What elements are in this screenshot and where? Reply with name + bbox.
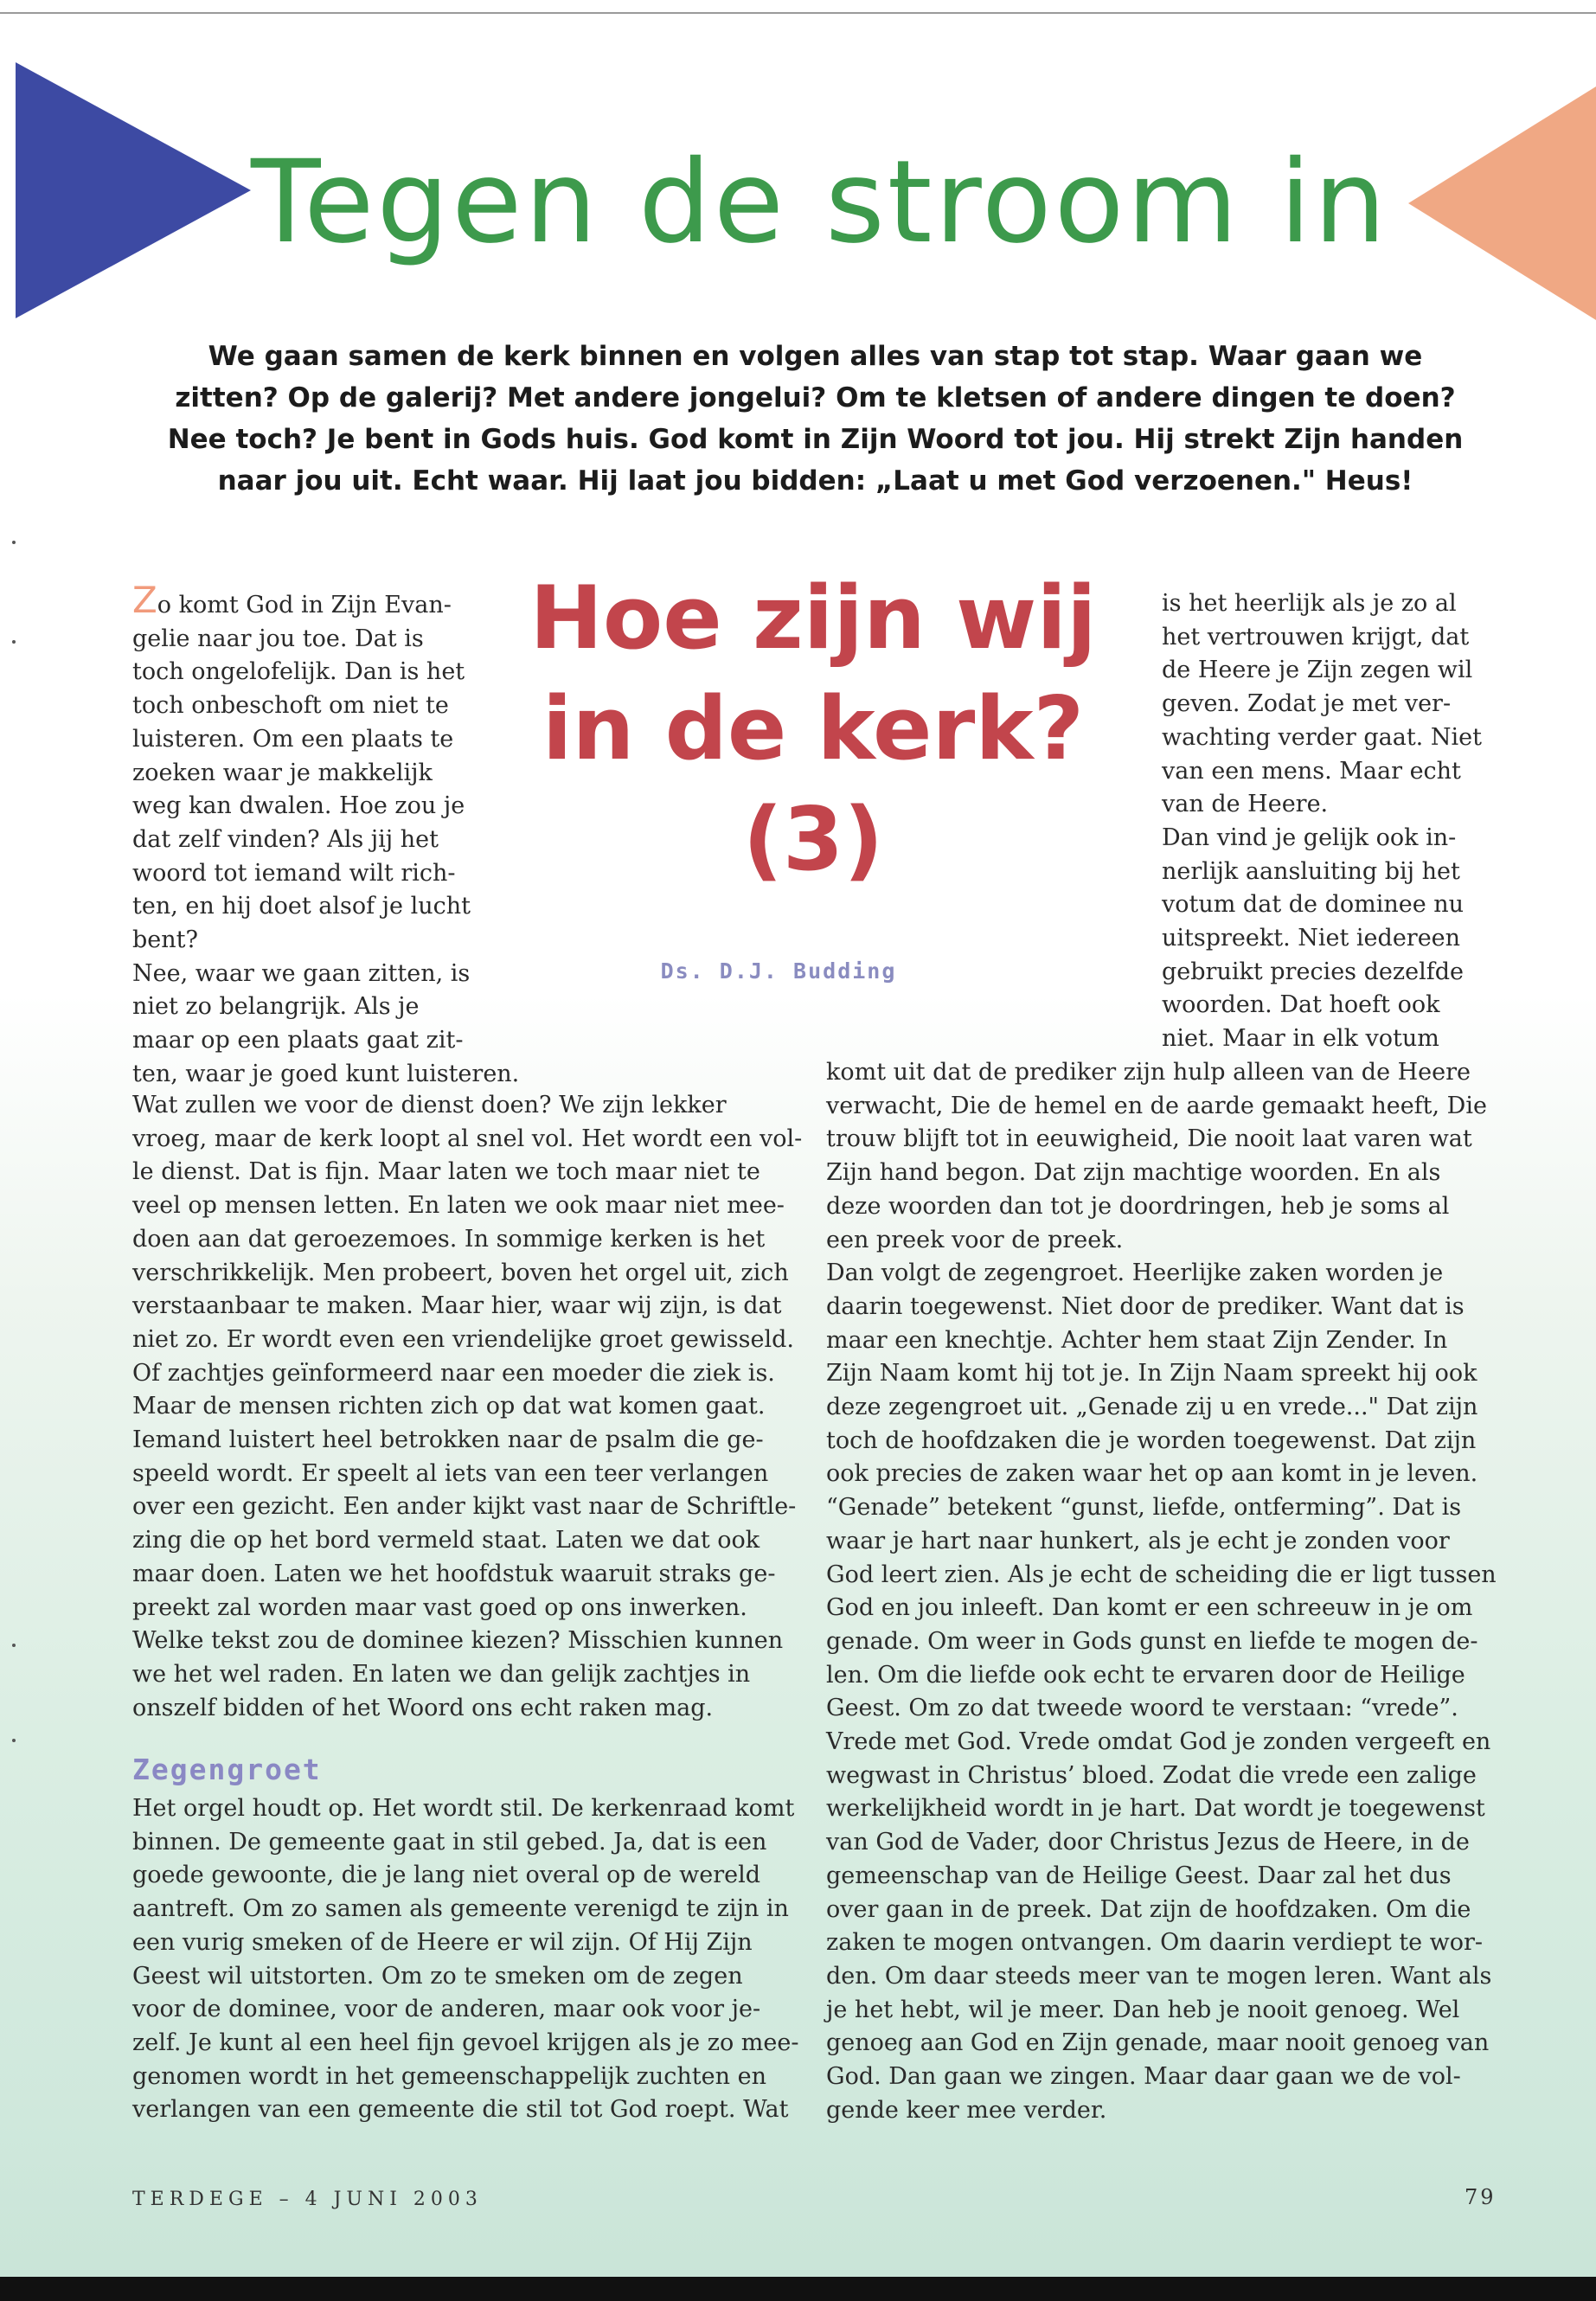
text-line: genomen wordt in het gemeenschappelijk zuchten en: [132, 2062, 766, 2090]
text-line: [132, 579, 519, 623]
text-line: votum dat de dominee nu: [1162, 891, 1465, 919]
text-line: nerlijk aansluiting bij het: [1162, 857, 1460, 885]
text-line: Nee, waar we gaan zitten, is: [132, 959, 471, 987]
text-line: weg kan dwalen. Hoe zou je: [132, 792, 465, 820]
text-line: len. Om die liefde ook echt te ervaren door de Heilige: [826, 1661, 1465, 1689]
text-line: ten, en hij doet alsof je lucht: [132, 893, 471, 920]
text-line: zaken te mogen ontvangen. Om daarin verdiept te wor-: [826, 1929, 1484, 1957]
text-line: zelf. Je kunt al een heel fijn gevoel krijgen als je zo mee-: [132, 2029, 799, 2056]
text-line: God en jou inleeft. Dan komt er een schreeuw in je om: [826, 1594, 1473, 1622]
text-line: werkelijkheid wordt in je hart. Dat wordt je toegewenst: [826, 1795, 1485, 1823]
text-line: gende keer mee verder.: [826, 2096, 1107, 2124]
text-line: we het wel raden. En laten we dan gelijk zachtjes in: [132, 1660, 751, 1688]
text-line: een preek voor de preek.: [826, 1226, 1124, 1253]
text-line: van de Heere.: [1162, 791, 1329, 818]
text-line: maar doen. Laten we het hoofdstuk waaruit straks ge-: [132, 1560, 776, 1587]
margin-dot: [12, 1739, 16, 1742]
intro-paragraph: We gaan samen de kerk binnen en volgen alles van stap tot stap. Waar gaan we zitten? Op de galerij? Met andere jongelui? Om te kletsen of andere dingen te doen? Nee toch? Je bent in Gods huis. God komt in Zijn Woord tot jou. Hij strekt Zijn handen naar jou uit. Echt waar. Hij laat jou bidden: „Laat u met God verzoenen." Heus!: [167, 341, 1464, 497]
text-line: “Genade” betekent “gunst, liefde, ontferming”. Dat is: [826, 1494, 1462, 1522]
text-line: toch de hoofdzaken die je worden toegewenst. Dat zijn: [826, 1426, 1477, 1454]
column-left-main: [132, 1089, 802, 1725]
blue-triangle-decoration: [16, 62, 251, 318]
text-line: God. Dan gaan we zingen. Maar daar gaan we de vol-: [826, 2063, 1461, 2091]
text-line: wachting verder gaat. Niet: [1162, 723, 1482, 751]
text-line: dat zelf vinden? Als jij het: [132, 825, 439, 853]
text-line: binnen. De gemeente gaat in stil gebed. Ja, dat is een: [132, 1828, 767, 1856]
text-line: Geest. Om zo dat tweede woord te verstaan: “vrede”.: [826, 1695, 1458, 1722]
text-line: preekt zal worden maar vast goed op ons inwerken.: [132, 1593, 747, 1621]
text-line: Dan volgt de zegengroet. Heerlijke zaken worden je: [826, 1259, 1444, 1287]
text-line: deze woorden dan tot je doordringen, heb je soms al: [826, 1192, 1450, 1220]
text-line: komt uit dat de prediker zijn hulp alleen van de Heere: [826, 1059, 1471, 1086]
column-left-top: [132, 579, 520, 1092]
text-line: goede gewoonte, die je lang niet overal op de wereld: [132, 1862, 761, 1889]
text-line: Iemand luistert heel betrokken naar de psalm die ge-: [132, 1426, 764, 1454]
text-line: vroeg, maar de kerk loopt al snel vol. Het wordt een vol-: [132, 1125, 803, 1152]
text-line: maar op een plaats gaat zit-: [132, 1027, 464, 1054]
text-line: verschrikkelijk. Men probeert, boven het orgel uit, zich: [132, 1259, 789, 1286]
footer-publication: TERDEGE – 4 JUNI 2003: [132, 2189, 483, 2210]
column-right-top: [1162, 587, 1482, 1056]
margin-dot: [12, 541, 16, 544]
drop-cap: Z: [132, 579, 157, 621]
text-line: het vertrouwen krijgt, dat: [1162, 623, 1470, 651]
text-line: deze zegengroet uit. „Genade zij u en vrede..." Dat zijn: [826, 1394, 1478, 1421]
text-line: van God de Vader, door Christus Jezus de Heere, in de: [826, 1829, 1470, 1856]
text-line: Wat zullen we voor de dienst doen? We zijn lekker: [132, 1092, 727, 1118]
text-line: aantreft. Om zo samen als gemeente verenigd te zijn in: [132, 1895, 789, 1923]
text-line: woord tot iemand wilt rich-: [132, 859, 456, 887]
column-right-main: [826, 1056, 1497, 2128]
section-title: Tegen de stroom in: [251, 136, 1389, 269]
text-line: je het hebt, wil je meer. Dan heb je nooit genoeg. Wel: [826, 1996, 1460, 2023]
bottom-edge: [0, 2277, 1596, 2301]
text-line: ten, waar je goed kunt luisteren.: [132, 1060, 520, 1087]
text-line: doen aan dat geroezemoes. In sommige kerken is het: [132, 1225, 766, 1253]
top-rule: [0, 0, 1596, 14]
text-line: gebruikt precies dezelfde: [1162, 958, 1464, 985]
text-line: trouw blijft tot in eeuwigheid, Die nooit laat varen wat: [826, 1125, 1472, 1153]
text-line: luisteren. Om een plaats te: [132, 725, 454, 753]
text-line: de Heere je Zijn zegen wil: [1162, 657, 1473, 684]
text-line: Zijn Naam komt hij tot je. In Zijn Naam spreekt hij ook: [826, 1360, 1477, 1388]
text-line: ook precies de zaken waar het op aan komt in je leven.: [826, 1460, 1478, 1488]
text-line: Dan vind je gelijk ook in-: [1162, 824, 1457, 851]
text-line: Zijn hand begon. Dat zijn machtige woorden. En als: [826, 1159, 1441, 1187]
subheading-zegengroet: Zegengroet: [132, 1753, 322, 1786]
text-line: voor de dominee, voor de anderen, maar ook voor je-: [132, 1996, 761, 2023]
text-line: wegwast in Christus’ bloed. Zodat die vrede een zalige: [826, 1761, 1477, 1789]
text-line: van een mens. Maar echt: [1162, 757, 1461, 785]
text-line: toch onbeschoft om niet te: [132, 692, 449, 720]
text-line: Geest wil uitstorten. Om zo te smeken om de zegen: [132, 1962, 743, 1990]
author-byline: Ds. D.J. Budding: [660, 958, 897, 984]
text-line: waar je hart naar hunkert, als je echt je zonden voor: [826, 1527, 1450, 1554]
text-line: Het orgel houdt op. Het wordt stil. De kerkenraad komt: [132, 1795, 795, 1822]
text-line: speeld wordt. Er speelt al iets van een teer verlangen: [132, 1459, 769, 1487]
text-line: over een gezicht. Een ander kijkt vast naar de Schriftle-: [132, 1493, 797, 1521]
peach-triangle-decoration: [1408, 87, 1596, 320]
text-line: Welke tekst zou de dominee kiezen? Misschien kunnen: [132, 1627, 784, 1655]
margin-dot: [12, 1644, 16, 1647]
text-line: over gaan in de preek. Dat zijn de hoofdzaken. Om die: [826, 1895, 1471, 1923]
text-line: Maar de mensen richten zich op dat wat komen gaat.: [132, 1393, 766, 1420]
text-line: maar een knechtje. Achter hem staat Zijn Zender. In: [826, 1326, 1448, 1354]
text-line: gemeenschap van de Heilige Geest. Daar zal het dus: [826, 1862, 1452, 1889]
text-line: God leert zien. Als je echt de scheiding die er ligt tussen: [826, 1561, 1497, 1588]
text-line: den. Om daar steeds meer van te mogen leren. Want als: [826, 1962, 1492, 1990]
margin-dot: [12, 640, 16, 644]
text-line: genoeg aan God en Zijn genade, maar nooit genoeg van: [826, 2029, 1490, 2057]
text-line: bent?: [132, 926, 198, 954]
text-line: Vrede met God. Vrede omdat God je zonden vergeeft en: [826, 1728, 1491, 1756]
text-line: verstaanbaar te maken. Maar hier, waar wij zijn, is dat: [132, 1292, 782, 1320]
text-line: is het heerlijk als je zo al: [1162, 590, 1457, 617]
column-left-bottom: [132, 1792, 798, 2127]
text-line: zing die op het bord vermeld staat. Laten we dat ook: [132, 1527, 760, 1554]
text-line: een vurig smeken of de Heere er wil zijn. Of Hij Zijn: [132, 1928, 753, 1956]
text-line: daarin toegewenst. Niet door de prediker. Want dat is: [826, 1292, 1465, 1320]
text-line: niet zo. Er wordt even een vriendelijke groet gewisseld.: [132, 1325, 794, 1353]
text-line: onszelf bidden of het Woord ons echt raken mag.: [132, 1694, 714, 1721]
article-headline: Hoe zijn wij in de kerk? (3): [529, 567, 1097, 890]
text-line: Of zachtjes geïnformeerd naar een moeder die ziek is.: [132, 1359, 775, 1387]
text-line: toch ongelofelijk. Dan is het: [132, 658, 465, 686]
text-line: le dienst. Dat is fijn. Maar laten we toch maar niet te: [132, 1158, 760, 1186]
text-line: woorden. Dat hoeft ook: [1162, 991, 1440, 1019]
text-line: verlangen van een gemeente die stil tot God roept. Wat: [132, 2096, 789, 2124]
text-line: verwacht, Die de hemel en de aarde gemaakt heeft, Die: [826, 1092, 1487, 1119]
text-line: niet. Maar in elk votum: [1162, 1025, 1439, 1053]
text-line: niet zo belangrijk. Als je: [132, 993, 420, 1021]
text-line-rest: o komt God in Zijn Evan-: [157, 592, 452, 619]
footer-page-number: 79: [1465, 2185, 1497, 2209]
text-line: geven. Zodat je met ver-: [1162, 690, 1452, 718]
text-line: uitspreekt. Niet iedereen: [1162, 925, 1461, 952]
text-line: gelie naar jou toe. Dat is: [132, 625, 424, 652]
text-line: veel op mensen letten. En laten we ook maar niet mee-: [132, 1192, 785, 1220]
text-line: genade. Om weer in Gods gunst en liefde te mogen de-: [826, 1627, 1478, 1655]
text-line: zoeken waar je makkelijk: [132, 759, 433, 786]
